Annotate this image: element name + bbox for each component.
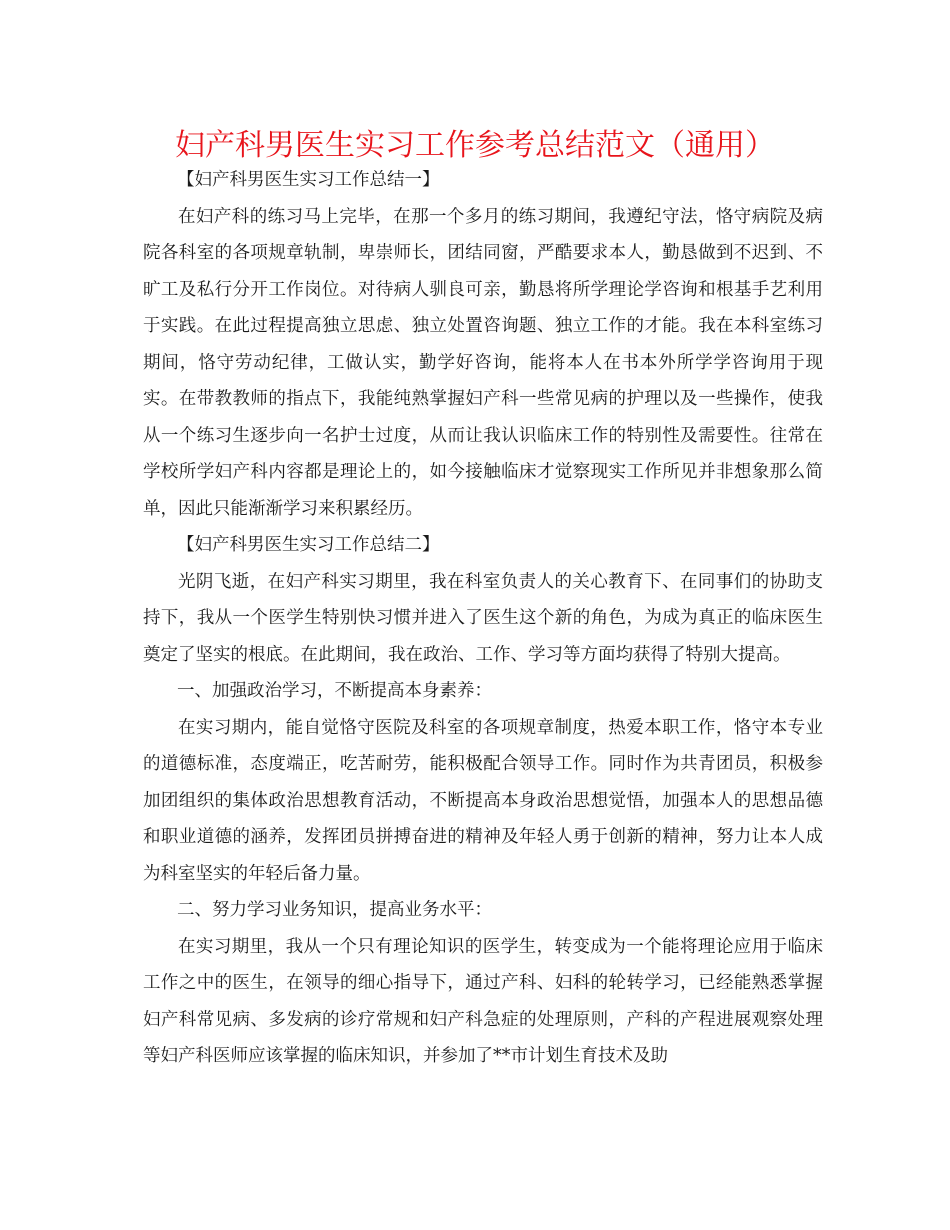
subsection-heading: 一、加强政治学习，不断提高本身素养： (177, 681, 492, 701)
document-body (143, 162, 823, 1075)
document-title: 妇产科男医生实习工作参考总结范文（通用） (175, 128, 775, 163)
paragraph: 光阴飞逝，在妇产科实习期里，我在科室负责人的关心教育下、在同事们的协助支持下，我从一个医学生特别快习惯并进入了医生这个新的角色，为成为真正的临床医生奠定了坚实的根底。在此期间，我在政治、工作、学习等方面均获得了特别大提高。 (143, 571, 823, 665)
section-heading: 【妇产科男医生实习工作总结一】 (177, 170, 440, 190)
subsection-heading: 二、努力学习业务知识，提高业务水平： (177, 900, 492, 920)
section-heading: 【妇产科男医生实习工作总结二】 (177, 535, 440, 555)
paragraph: 在实习期内，能自觉恪守医院及科室的各项规章制度，热爱本职工作，恪守本专业的道德标准，态度端正，吃苦耐劳，能积极配合领导工作。同时作为共青团员，积极参加团组织的集体政治思想教育活动，不断提高本身政治思想觉悟，加强本人的思想品德和职业道德的涵养，发挥团员拼搏奋进的精神及年轻人勇于创新的精神，努力让本人成为科室坚实的年轻后备力量。 (143, 717, 823, 884)
paragraph: 在妇产科的练习马上完毕，在那一个多月的练习期间，我遵纪守法，恪守病院及病院各科室的各项规章轨制，卑崇师长，团结同窗，严酷要求本人，勤恳做到不迟到、不旷工及私行分开工作岗位。对待病人驯良可亲，勤恳将所学理论学咨询和根基手艺利用于实践。在此过程提高独立思虑、独立处置咨询题、独立工作的才能。我在本科室练习期间，恪守劳动纪律，工做认实，勤学好咨询，能将本人在书本外所学学咨询用于现实。在带教教师的指点下，我能纯熟掌握妇产科一些常见病的护理以及一些操作，使我从一个练习生逐步向一名护士过度，从而让我认识临床工作的特别性及需要性。往常在学校所学妇产科内容都是理论上的，如今接触临床才觉察现实工作所见并非想象那么简单，因此只能渐渐学习来积累经历。 (143, 206, 823, 519)
paragraph: 在实习期里，我从一个只有理论知识的医学生，转变成为一个能将理论应用于临床工作之中的医生，在领导的细心指导下，通过产科、妇科的轮转学习，已经能熟悉掌握妇产科常见病、多发病的诊疗常规和妇产科急症的处理原则，产科的产程进展观察处理等妇产科医师应该掌握的临床知识，并参加了**市计划生育技术及助 (143, 936, 823, 1066)
